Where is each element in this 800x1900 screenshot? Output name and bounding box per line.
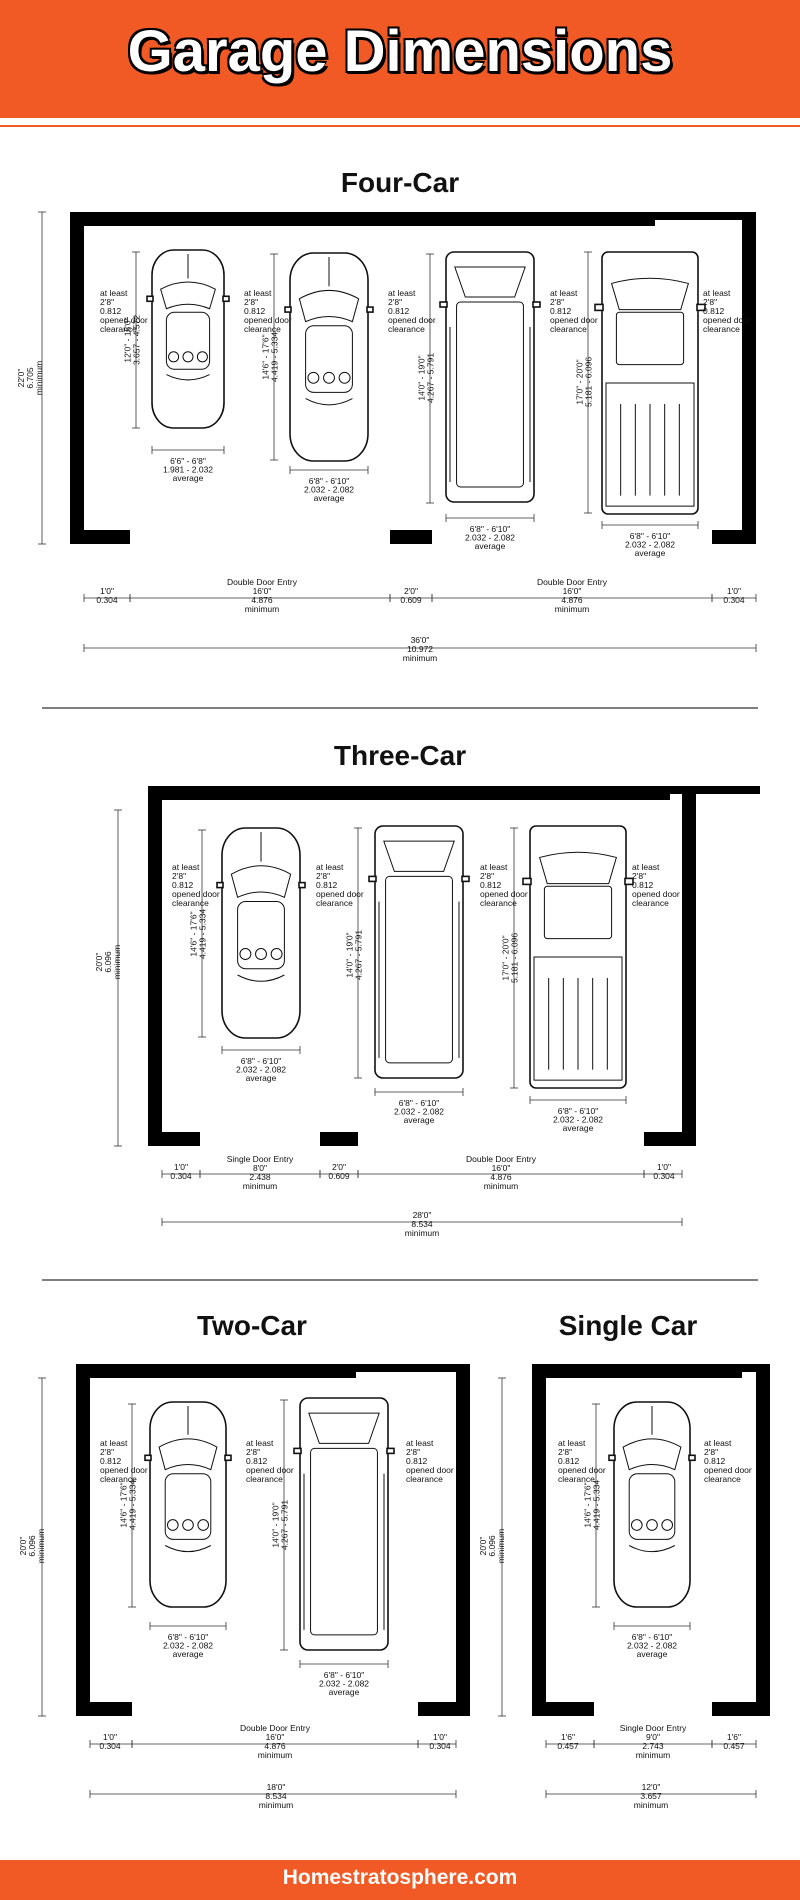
two-car-door1-label-line-2: 16'0" bbox=[265, 1732, 285, 1742]
three-car-car3-length-line-2: 5.181 - 6.096 bbox=[509, 932, 520, 984]
single-car-door1-label-line-3: 2.743 bbox=[642, 1741, 664, 1751]
single-car-clearance-2-line-4: opened door bbox=[704, 1465, 752, 1475]
four-car-car1-length-line-2: 3.657 - 4.572 bbox=[131, 314, 142, 366]
three-car-clearance-2-line-3: 0.812 bbox=[316, 880, 338, 890]
three-car-door1-label-line-1: Single Door Entry bbox=[226, 1154, 294, 1164]
single-car-car1-width-dim bbox=[614, 1622, 690, 1630]
two-car-car1-width-line-1: 6'8" - 6'10" bbox=[167, 1632, 209, 1642]
three-car-depth-label-line-3: minimum bbox=[112, 944, 122, 980]
three-car-clearance-1-line-1: at least bbox=[172, 862, 200, 872]
four-car-clearance-1-line-5: clearance bbox=[100, 324, 137, 334]
four-car-clearance-3-line-5: clearance bbox=[388, 324, 425, 334]
four-car-convertible bbox=[147, 250, 229, 428]
four-car-clearance-5-line-5: clearance bbox=[703, 324, 740, 334]
single-car-car1-width-line-3: average bbox=[636, 1649, 668, 1659]
single-car-left-wall-label-line-1: 1'6" bbox=[560, 1732, 576, 1742]
four-car-car1-width-line-3: average bbox=[172, 473, 204, 483]
four-car-depth-label bbox=[16, 361, 44, 395]
four-car-clearance-5-line-1: at least bbox=[703, 288, 731, 298]
four-car-total-label-line-1: 36'0" bbox=[410, 635, 430, 645]
three-car-door2-label-line-3: 4.876 bbox=[490, 1172, 512, 1182]
four-car-car3-width-line-2: 2.032 - 2.082 bbox=[464, 532, 516, 543]
two-car-car2-length-line-1: 14'0" - 19'0" bbox=[270, 1502, 281, 1548]
two-car-back-wall bbox=[76, 1364, 356, 1378]
four-car-van bbox=[440, 252, 540, 502]
three-car-clearance-3-line-3: 0.812 bbox=[480, 880, 502, 890]
three-car-total-label-line-1: 28'0" bbox=[412, 1210, 432, 1220]
three-car-car1-length bbox=[189, 909, 208, 959]
two-car-car1-width-line-2: 2.032 - 2.082 bbox=[162, 1640, 214, 1651]
two-car-right-stub bbox=[418, 1702, 470, 1716]
four-car-clearance-5-line-2: 2'8" bbox=[703, 297, 718, 307]
single-car-left-stub bbox=[532, 1702, 594, 1716]
three-car-clearance-2-line-4: opened door bbox=[316, 889, 364, 899]
two-car-car2-length bbox=[271, 1500, 290, 1550]
two-car-sedan bbox=[145, 1402, 231, 1607]
two-car-clearance-1-line-4: opened door bbox=[100, 1465, 148, 1475]
single-car-car1-width-line-1: 6'8" - 6'10" bbox=[631, 1632, 673, 1642]
four-car-car3-length bbox=[417, 353, 436, 403]
three-car-clearance-2-line-1: at least bbox=[316, 862, 344, 872]
two-car-clearance-2-line-5: clearance bbox=[246, 1474, 283, 1484]
single-car-clearance-2-line-1: at least bbox=[704, 1438, 732, 1448]
three-car-sedan bbox=[217, 828, 305, 1038]
four-car-left-wall bbox=[70, 212, 84, 544]
three-car-car3-length bbox=[501, 933, 520, 983]
four-car-clearance-1-line-2: 2'8" bbox=[100, 297, 115, 307]
three-car-car3-width-dim bbox=[530, 1096, 626, 1104]
three-car-left-wall-label-line-1: 1'0" bbox=[173, 1162, 189, 1172]
four-car-clearance-1-line-3: 0.812 bbox=[100, 306, 122, 316]
three-car-clearance-2-line-5: clearance bbox=[316, 898, 353, 908]
four-car-clearance-4-line-5: clearance bbox=[550, 324, 587, 334]
two-car-right-wall-label-line-2: 0.304 bbox=[429, 1741, 451, 1751]
four-car-car3-width-dim bbox=[446, 514, 534, 522]
four-car-car4-length-line-1: 17'0" - 20'0" bbox=[574, 359, 585, 405]
single-car-car1-width-line-2: 2.032 - 2.082 bbox=[626, 1640, 678, 1651]
three-car-car2-width-line-2: 2.032 - 2.082 bbox=[393, 1106, 445, 1117]
four-car-clearance-4-line-4: opened door bbox=[550, 315, 598, 325]
single-car-clearance-1-line-4: opened door bbox=[558, 1465, 606, 1475]
three-car-total-label-line-2: 8.534 bbox=[411, 1219, 433, 1229]
single-car-clearance-1-line-2: 2'8" bbox=[558, 1447, 573, 1457]
two-car-left-wall bbox=[76, 1364, 90, 1716]
four-car-back-wall bbox=[70, 212, 655, 226]
four-car-clearance-4-line-3: 0.812 bbox=[550, 306, 572, 316]
three-car-center-pier bbox=[320, 1132, 358, 1146]
two-car-title: Two-Car bbox=[197, 1310, 307, 1341]
two-car-total-label-line-2: 8.534 bbox=[265, 1791, 287, 1801]
three-car-clearance-1-line-5: clearance bbox=[172, 898, 209, 908]
four-car-door2-label-line-4: minimum bbox=[554, 604, 590, 614]
four-car-car3-width-line-3: average bbox=[474, 541, 506, 551]
single-car-door1-label-line-1: Single Door Entry bbox=[619, 1723, 687, 1733]
two-car-clearance-1-line-1: at least bbox=[100, 1438, 128, 1448]
single-car-total-label-line-3: minimum bbox=[633, 1800, 669, 1810]
four-car-left-wall-label-line-2: 0.304 bbox=[96, 595, 118, 605]
two-car-car1-length-line-1: 14'6" - 17'6" bbox=[118, 1482, 129, 1528]
three-car-back-wall bbox=[148, 786, 670, 800]
single-car-right-wall-label-line-1: 1'6" bbox=[726, 1732, 742, 1742]
single-car-door1-label-line-2: 9'0" bbox=[645, 1732, 661, 1742]
three-car-door1-label-line-4: minimum bbox=[242, 1181, 278, 1191]
four-car-sedan bbox=[285, 253, 373, 461]
two-car-door1-label-line-1: Double Door Entry bbox=[240, 1723, 310, 1733]
three-car-total-label-line-3: minimum bbox=[404, 1228, 440, 1238]
single-car-door1-label-line-4: minimum bbox=[635, 1750, 671, 1760]
four-car-car2-length-line-2: 4.419 - 5.334 bbox=[269, 331, 280, 383]
single-car-clearance-2-line-5: clearance bbox=[704, 1474, 741, 1484]
three-car-clearance-4-line-2: 2'8" bbox=[632, 871, 647, 881]
four-car-car4-width-line-2: 2.032 - 2.082 bbox=[624, 539, 676, 550]
four-car-door1-label-line-3: 4.876 bbox=[251, 595, 273, 605]
single-car-right-wall bbox=[756, 1364, 770, 1716]
four-car-door2-label-line-1: Double Door Entry bbox=[537, 577, 607, 587]
single-car-depth-label-line-1: 20'0" bbox=[478, 1536, 488, 1556]
three-car-clearance-1-line-4: opened door bbox=[172, 889, 220, 899]
two-car-car1-length bbox=[119, 1480, 138, 1530]
four-car-car2-width-line-2: 2.032 - 2.082 bbox=[303, 484, 355, 495]
four-car-car2-width-line-3: average bbox=[313, 493, 345, 503]
three-car-door2-label-line-1: Double Door Entry bbox=[466, 1154, 536, 1164]
two-car-clearance-2-line-1: at least bbox=[246, 1438, 274, 1448]
two-car-car2-width-line-2: 2.032 - 2.082 bbox=[318, 1678, 370, 1689]
four-car-depth-label-line-1: 22'0" bbox=[16, 368, 26, 388]
two-car-car2-width-dim bbox=[300, 1660, 388, 1668]
three-car-depth-label bbox=[94, 945, 122, 979]
three-car-clearance-3-line-5: clearance bbox=[480, 898, 517, 908]
two-car-clearance-3-line-4: opened door bbox=[406, 1465, 454, 1475]
three-car-depth-label-line-2: 6.096 bbox=[103, 951, 113, 973]
three-car-door1-label-line-2: 8'0" bbox=[252, 1163, 268, 1173]
two-car-clearance-2-line-3: 0.812 bbox=[246, 1456, 268, 1466]
four-car-car1-width-dim bbox=[152, 446, 224, 454]
three-car-clearance-4-line-5: clearance bbox=[632, 898, 669, 908]
single-car-depth-label bbox=[478, 1529, 506, 1563]
three-car-car2-length-line-2: 4.267 - 5.791 bbox=[353, 929, 364, 981]
three-car-car3-width-line-1: 6'8" - 6'10" bbox=[557, 1106, 599, 1116]
four-car-left-wall-label-line-1: 1'0" bbox=[99, 586, 115, 596]
four-car-right-stub bbox=[712, 530, 756, 544]
three-car-clearance-4-line-1: at least bbox=[632, 862, 660, 872]
two-car-depth-label bbox=[18, 1529, 46, 1563]
single-car-total-label-line-2: 3.657 bbox=[640, 1791, 662, 1801]
two-car-right-wall bbox=[456, 1364, 470, 1716]
three-car-clearance-4-line-4: opened door bbox=[632, 889, 680, 899]
four-car-clearance-3-line-1: at least bbox=[388, 288, 416, 298]
four-car-car2-width-dim bbox=[290, 466, 368, 474]
three-car-car1-length-line-1: 14'6" - 17'6" bbox=[188, 911, 199, 957]
four-car-clearance-1-line-4: opened door bbox=[100, 315, 148, 325]
single-car-left-wall bbox=[532, 1364, 546, 1716]
four-car-clearance-4-line-1: at least bbox=[550, 288, 578, 298]
three-car-car3-length-line-1: 17'0" - 20'0" bbox=[500, 935, 511, 981]
three-car-right-wall bbox=[682, 786, 696, 1146]
two-car-clearance-3-line-3: 0.812 bbox=[406, 1456, 428, 1466]
three-car-title: Three-Car bbox=[333, 740, 467, 771]
four-car-clearance-3-line-3: 0.812 bbox=[388, 306, 410, 316]
four-car-car2-length-line-1: 14'6" - 17'6" bbox=[260, 334, 271, 380]
four-car-right-wall bbox=[742, 212, 756, 544]
three-car-right-wall-label-line-2: 0.304 bbox=[653, 1171, 675, 1181]
three-car-van bbox=[369, 826, 469, 1078]
two-car-car1-width-dim bbox=[150, 1622, 226, 1630]
three-car-clearance-3-line-1: at least bbox=[480, 862, 508, 872]
four-car-clearance-5-line-3: 0.812 bbox=[703, 306, 725, 316]
two-car-clearance-2-line-2: 2'8" bbox=[246, 1447, 261, 1457]
four-car-clearance-2-line-4: opened door bbox=[244, 315, 292, 325]
single-car-clearance-2-line-2: 2'8" bbox=[704, 1447, 719, 1457]
single-car-depth-label-line-3: minimum bbox=[496, 1528, 506, 1564]
four-car-car3-length-line-2: 4.267 - 5.791 bbox=[425, 352, 436, 404]
single-car-car1-length-line-2: 4.419 - 5.334 bbox=[591, 1479, 602, 1531]
four-car-clearance-2-line-2: 2'8" bbox=[244, 297, 259, 307]
three-car-car1-length-line-2: 4.419 - 5.334 bbox=[197, 908, 208, 960]
three-car-clearance-4-line-3: 0.812 bbox=[632, 880, 654, 890]
four-car-depth-label-line-2: 6.705 bbox=[25, 367, 35, 389]
single-car-sedan bbox=[609, 1402, 695, 1607]
three-car-car2-width-line-3: average bbox=[403, 1115, 435, 1125]
three-car-car2-width-dim bbox=[375, 1088, 463, 1096]
three-car-left-stub bbox=[148, 1132, 200, 1146]
three-car-depth-label-line-1: 20'0" bbox=[94, 952, 104, 972]
three-car-car2-width-line-1: 6'8" - 6'10" bbox=[398, 1098, 440, 1108]
two-car-clearance-1-line-5: clearance bbox=[100, 1474, 137, 1484]
three-car-car1-width-line-3: average bbox=[245, 1073, 277, 1083]
three-car-right-stub bbox=[644, 1132, 696, 1146]
two-car-depth-label-line-1: 20'0" bbox=[18, 1536, 28, 1556]
four-car-clearance-3-line-2: 2'8" bbox=[388, 297, 403, 307]
four-car-depth-label-line-3: minimum bbox=[34, 360, 44, 396]
four-car-door1-label-line-4: minimum bbox=[244, 604, 280, 614]
four-car-total-label-line-3: minimum bbox=[402, 653, 438, 663]
four-car-pier-label-line-2: 0.609 bbox=[400, 595, 422, 605]
four-car-car4-length-line-2: 5.181 - 6.096 bbox=[583, 356, 594, 408]
three-car-car1-width-line-2: 2.032 - 2.082 bbox=[235, 1064, 287, 1075]
two-car-clearance-1-line-3: 0.812 bbox=[100, 1456, 122, 1466]
single-car-clearance-2-line-3: 0.812 bbox=[704, 1456, 726, 1466]
three-car-pier-label-line-2: 0.609 bbox=[328, 1171, 350, 1181]
three-car-door2-label-line-4: minimum bbox=[483, 1181, 519, 1191]
two-car-car1-width-line-3: average bbox=[172, 1649, 204, 1659]
single-car-car1-length bbox=[583, 1480, 602, 1530]
three-car-pickup bbox=[523, 826, 633, 1088]
three-car-clearance-2-line-2: 2'8" bbox=[316, 871, 331, 881]
two-car-car2-length-line-2: 4.267 - 5.791 bbox=[279, 1499, 290, 1551]
four-car-right-wall-label-line-2: 0.304 bbox=[723, 595, 745, 605]
single-car-total-label-line-1: 12'0" bbox=[641, 1782, 661, 1792]
single-car-clearance-1-line-3: 0.812 bbox=[558, 1456, 580, 1466]
two-car-left-stub bbox=[76, 1702, 132, 1716]
four-car-car2-width-line-1: 6'8" - 6'10" bbox=[308, 476, 350, 486]
main-title: Garage Dimensions bbox=[127, 19, 673, 84]
three-car-clearance-3-line-4: opened door bbox=[480, 889, 528, 899]
two-car-door1-label-line-3: 4.876 bbox=[264, 1741, 286, 1751]
four-car-door2-label-line-2: 16'0" bbox=[562, 586, 582, 596]
three-car-pier-label-line-1: 2'0" bbox=[331, 1162, 347, 1172]
four-car-door1-label-line-1: Double Door Entry bbox=[227, 577, 297, 587]
three-car-door1-label-line-3: 2.438 bbox=[249, 1172, 271, 1182]
two-car-clearance-1-line-2: 2'8" bbox=[100, 1447, 115, 1457]
four-car-car3-length-line-1: 14'0" - 19'0" bbox=[416, 355, 427, 401]
three-car-left-wall bbox=[148, 786, 162, 1146]
two-car-clearance-3-line-1: at least bbox=[406, 1438, 434, 1448]
four-car-left-stub bbox=[70, 530, 130, 544]
three-car-car1-width-dim bbox=[222, 1046, 300, 1054]
four-car-car3-width-line-1: 6'8" - 6'10" bbox=[469, 524, 511, 534]
two-car-door1-label-line-4: minimum bbox=[257, 1750, 293, 1760]
single-car-left-wall-label-line-2: 0.457 bbox=[557, 1741, 579, 1751]
single-car-clearance-1-line-5: clearance bbox=[558, 1474, 595, 1484]
four-car-clearance-5-line-4: opened door bbox=[703, 315, 751, 325]
three-car-door2-label-line-2: 16'0" bbox=[491, 1163, 511, 1173]
two-car-car2-width-line-3: average bbox=[328, 1687, 360, 1697]
two-car-left-wall-label-line-1: 1'0" bbox=[102, 1732, 118, 1742]
two-car-car2-width-line-1: 6'8" - 6'10" bbox=[323, 1670, 365, 1680]
three-car-car3-width-line-3: average bbox=[562, 1123, 594, 1133]
four-car-car4-length bbox=[575, 357, 594, 407]
three-car-clearance-1-line-2: 2'8" bbox=[172, 871, 187, 881]
four-car-pickup bbox=[595, 252, 705, 514]
three-car-car2-length-line-1: 14'0" - 19'0" bbox=[344, 932, 355, 978]
two-car-clearance-3-line-5: clearance bbox=[406, 1474, 443, 1484]
four-car-clearance-2-line-1: at least bbox=[244, 288, 272, 298]
four-car-car1-width-line-1: 6'6" - 6'8" bbox=[170, 456, 206, 466]
single-car-title: Single Car bbox=[558, 1310, 698, 1341]
two-car-left-wall-label-line-2: 0.304 bbox=[99, 1741, 121, 1751]
two-car-car1-length-line-2: 4.419 - 5.334 bbox=[127, 1479, 138, 1531]
two-car-depth-label-line-2: 6.096 bbox=[27, 1535, 37, 1557]
single-car-clearance-1-line-1: at least bbox=[558, 1438, 586, 1448]
single-car-car1-length-line-1: 14'6" - 17'6" bbox=[582, 1482, 593, 1528]
two-car-total-label-line-1: 18'0" bbox=[266, 1782, 286, 1792]
two-car-clearance-3-line-2: 2'8" bbox=[406, 1447, 421, 1457]
four-car-car4-width-dim bbox=[602, 521, 698, 529]
three-car-car2-length bbox=[345, 930, 364, 980]
four-car-pier-label-line-1: 2'0" bbox=[403, 586, 419, 596]
three-car-left-wall-label-line-2: 0.304 bbox=[170, 1171, 192, 1181]
four-car-door2-label-line-3: 4.876 bbox=[561, 595, 583, 605]
four-car-car2-length bbox=[261, 332, 280, 382]
three-car-car1-width-line-1: 6'8" - 6'10" bbox=[240, 1056, 282, 1066]
four-car-clearance-1-line-1: at least bbox=[100, 288, 128, 298]
four-car-door1-label-line-2: 16'0" bbox=[252, 586, 272, 596]
four-car-center-pier bbox=[390, 530, 432, 544]
single-car-right-stub bbox=[712, 1702, 770, 1716]
single-car-depth-label-line-2: 6.096 bbox=[487, 1535, 497, 1557]
single-car-right-wall-label-line-2: 0.457 bbox=[723, 1741, 745, 1751]
four-car-car1-length-line-1: 12'0" - 15'0" bbox=[122, 317, 133, 363]
four-car-car4-width-line-1: 6'8" - 6'10" bbox=[629, 531, 671, 541]
four-car-car4-width-line-3: average bbox=[634, 548, 666, 558]
two-car-total-label-line-3: minimum bbox=[258, 1800, 294, 1810]
two-car-van bbox=[294, 1398, 394, 1650]
two-car-right-wall-label-line-1: 1'0" bbox=[432, 1732, 448, 1742]
three-car-car3-width-line-2: 2.032 - 2.082 bbox=[552, 1114, 604, 1125]
four-car-car1-width-line-2: 1.981 - 2.032 bbox=[162, 464, 214, 475]
four-car-title: Four-Car bbox=[340, 167, 460, 198]
four-car-clearance-2-line-5: clearance bbox=[244, 324, 281, 334]
single-car-back-wall bbox=[532, 1364, 742, 1378]
three-car-clearance-1-line-3: 0.812 bbox=[172, 880, 194, 890]
footer-site: Homestratosphere.com bbox=[282, 1866, 518, 1889]
four-car-back-wall-thin bbox=[655, 212, 755, 220]
two-car-clearance-2-line-4: opened door bbox=[246, 1465, 294, 1475]
two-car-depth-label-line-3: minimum bbox=[36, 1528, 46, 1564]
four-car-clearance-2-line-3: 0.812 bbox=[244, 306, 266, 316]
four-car-total-label-line-2: 10.972 bbox=[407, 644, 433, 654]
four-car-clearance-4-line-2: 2'8" bbox=[550, 297, 565, 307]
three-car-right-wall-label-line-1: 1'0" bbox=[656, 1162, 672, 1172]
four-car-right-wall-label-line-1: 1'0" bbox=[726, 586, 742, 596]
three-car-clearance-3-line-2: 2'8" bbox=[480, 871, 495, 881]
four-car-clearance-3-line-4: opened door bbox=[388, 315, 436, 325]
two-car-back-wall-thin bbox=[356, 1364, 456, 1372]
